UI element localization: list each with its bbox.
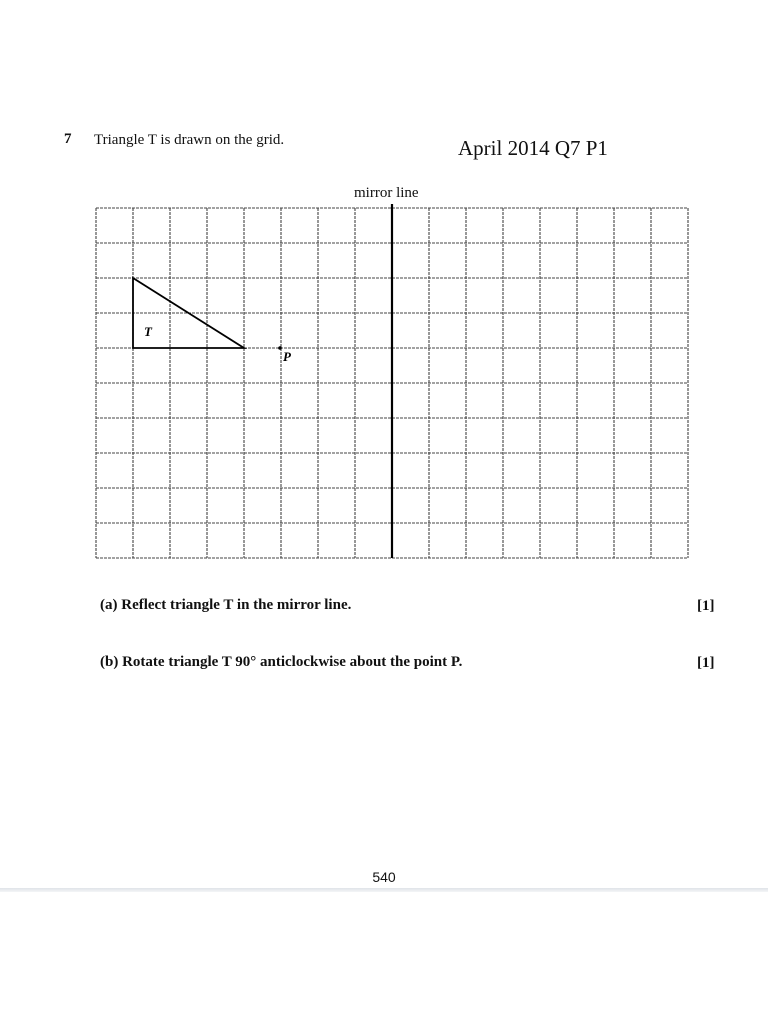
point-p-marker bbox=[278, 346, 282, 350]
square-grid bbox=[92, 204, 692, 562]
part-a-text bbox=[100, 597, 351, 614]
part-a-label: (a) bbox=[100, 597, 118, 613]
part-b-instruction: Rotate triangle T 90° anticlockwise about the point P. bbox=[122, 654, 463, 670]
part-a-instruction: Reflect triangle T in the mirror line. bbox=[121, 597, 352, 613]
part-b-marks: [1] bbox=[697, 655, 715, 671]
question-text: Triangle T is drawn on the grid. bbox=[94, 132, 285, 148]
page-bottom-edge bbox=[0, 888, 768, 892]
part-a-marks: [1] bbox=[697, 598, 715, 614]
mirror-line-label: mirror line bbox=[354, 185, 419, 201]
page-number: 540 bbox=[372, 869, 396, 885]
point-p-label: P bbox=[283, 349, 291, 364]
question-source: April 2014 Q7 P1 bbox=[458, 136, 608, 160]
triangle-t-label: T bbox=[144, 324, 152, 339]
question-number: 7 bbox=[64, 131, 72, 147]
part-b-text bbox=[100, 654, 462, 671]
part-b-label: (b) bbox=[100, 654, 119, 670]
